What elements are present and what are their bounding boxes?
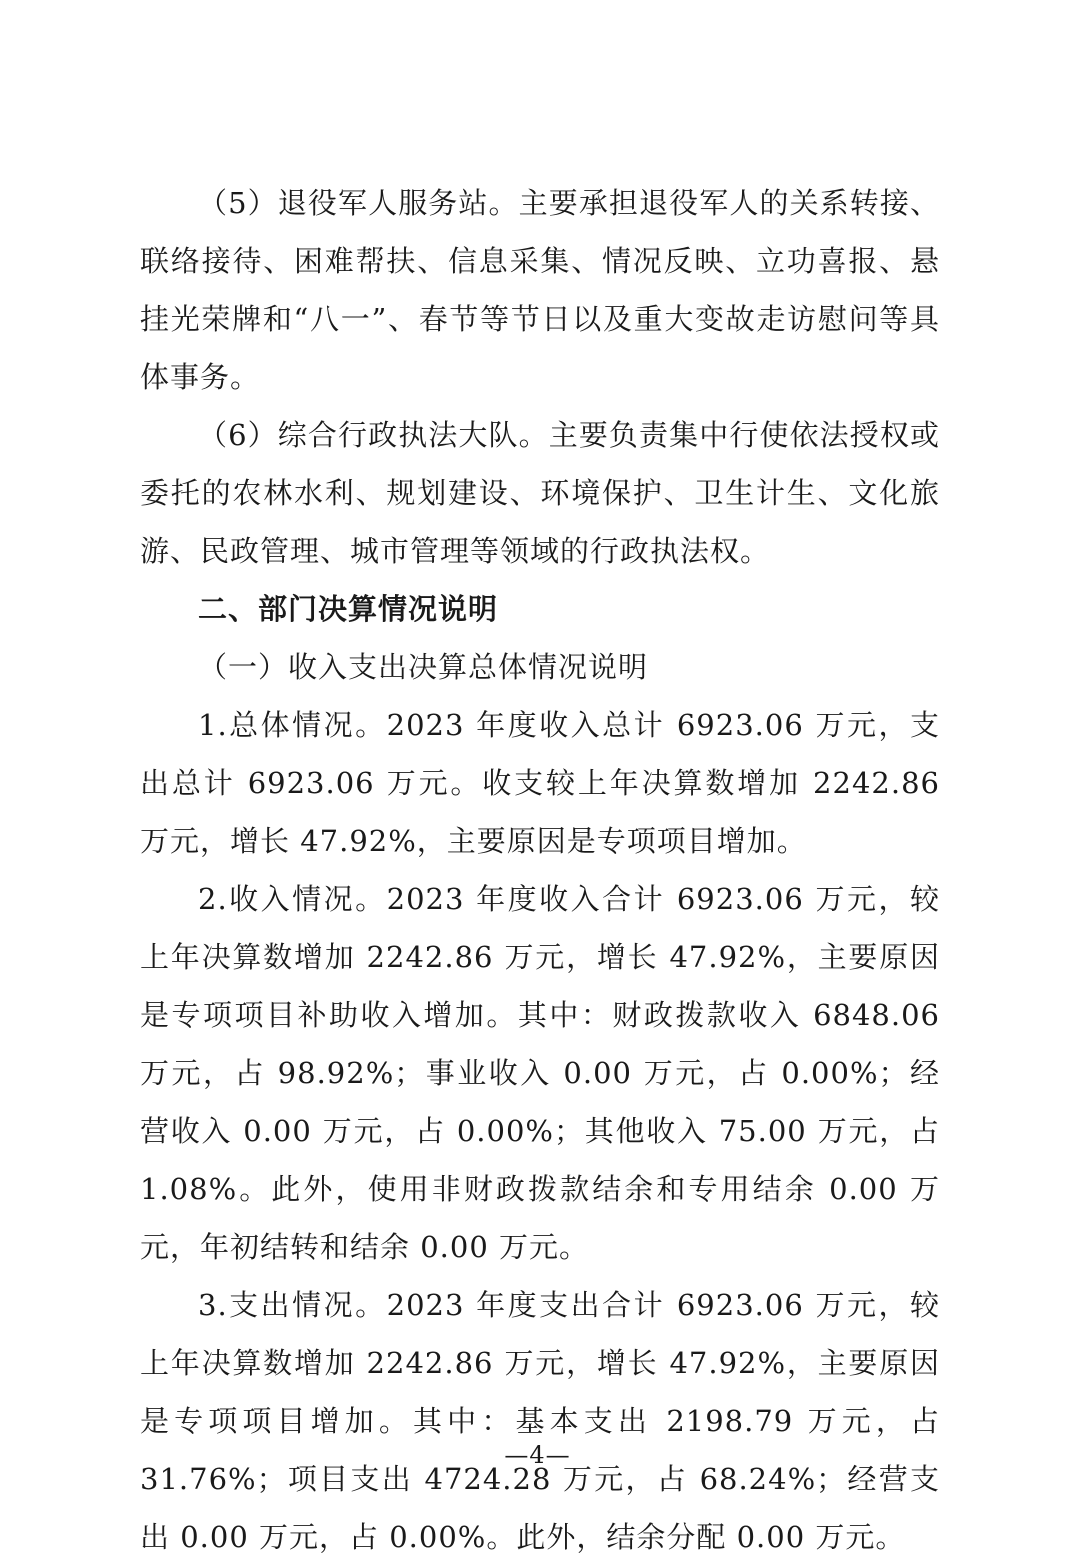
page-number: —4— xyxy=(504,1441,571,1469)
document-body xyxy=(140,174,940,1566)
subsection-heading: （一）收入支出决算总体情况说明 xyxy=(198,650,649,684)
paragraph-law-enforcement-brigade: （6）综合行政执法大队。主要负责集中行使依法授权或委托的农林水利、规划建设、环境保护、卫生计生、文化旅游、民政管理、城市管理等领域的行政执法权。 xyxy=(140,418,940,568)
paragraph-income-situation: 2.收入情况。2023 年度收入合计 6923.06 万元，较上年决算数增加 2242.86 万元，增长 47.92%，主要原因是专项项目补助收入增加。其中：财政拨款收入 6848.06 万元，占 98.92%；事业收入 0.00 万元，占 0.00%；经营收入 0.00 万元，占 0.00%；其他收入 75.00 万元，占 1.08%。此外，使用非财政拨款结余和专用结余 0.00 万元，年初结转和结余 0.00 万元。 xyxy=(140,882,940,1264)
section-heading: 二、部门决算情况说明 xyxy=(198,592,499,626)
paragraph-overall-situation: 1.总体情况。2023 年度收入总计 6923.06 万元，支出总计 6923.06 万元。收支较上年决算数增加 2242.86 万元，增长 47.92%，主要原因是专项项目增加。 xyxy=(140,708,940,858)
paragraph-veterans-service-station: （5）退役军人服务站。主要承担退役军人的关系转接、联络接待、困难帮扶、信息采集、情况反映、立功喜报、悬挂光荣牌和“八一”、春节等节日以及重大变故走访慰问等具体事务。 xyxy=(140,186,940,394)
paragraph-expenditure-situation: 3.支出情况。2023 年度支出合计 6923.06 万元，较上年决算数增加 2242.86 万元，增长 47.92%，主要原因是专项项目增加。其中：基本支出 2198.79 万元，占 31.76%；项目支出 4724.28 万元，占 68.24%；经营支出 0.00 万元，占 0.00%。此外，结余分配 0.00 万元。 xyxy=(140,1288,940,1554)
